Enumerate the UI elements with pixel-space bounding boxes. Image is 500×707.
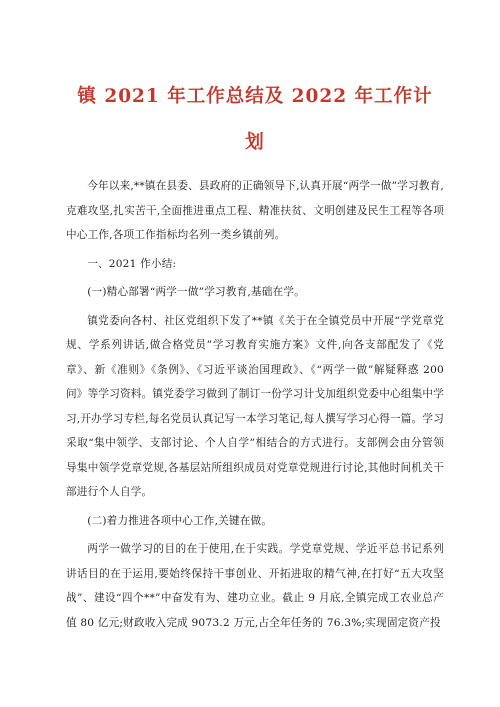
title-line-1: 镇 2021 年工作总结及 2022 年工作计 [77,86,433,107]
document-title [66,0,444,166]
intro-paragraph: 今年以来,**镇在县委、县政府的正确领导下,认真开展“两学一做”学习教育,克难攻坚,扎实苦干,全面推进重点工程、精准扶贫、文明创建及民生工程等各项中心工作,各项工作指标均名列一类乡镇前列。 [66,180,444,241]
title-line-2: 划 [245,132,265,153]
section-heading-summary: 一、2021 作小结: [87,257,177,270]
subsection-heading-1: (一)精心部署“两学一做”学习教育,基础在学。 [87,286,305,298]
body-paragraph-2: 两学一做学习的目的在于使用,在于实践。学党章党规、学近平总书记系列讲话目的在于运用,要始终保持干事创业、开拓进取的精气神,在打好“五大攻坚战”、建设“四个**”中奋发有为、建功立业。截止 9 月底,全镇完成工农业总产值 80 亿元;财政收入完成 9073.2 万元,占全年任务的 76.3%;实现固定资产投 [66,543,444,629]
document-body [66,174,444,635]
subsection-heading-2: (二)着力推进各项中心工作,关键在做。 [87,514,273,527]
body-paragraph-1: 镇党委向各村、社区党组织下发了**镇《关于在全镇党员中开展“学党章党规、学系列讲话,做合格党员”学习教育实施方案》文件,向各支部配发了《党章》、新《准则》《条例》、《习近平谈治国理政》、《“两学一做”解疑释惑 200 问》等学习资料。镇党委学习做到了制订一份学习计戈加组织党委中心组集中学习,开办学习专栏,每名党员认真记写一本学习笔记,每人撰写学习心得一篇。学习采取“集中领学、支部讨论、个人自学”相结合的方式进行。支部例会由分管领导集中领学党章党规,各基层站所组织成员对党章党规进行讨论,其他时间机关干部进行个人自学。 [66,314,444,498]
